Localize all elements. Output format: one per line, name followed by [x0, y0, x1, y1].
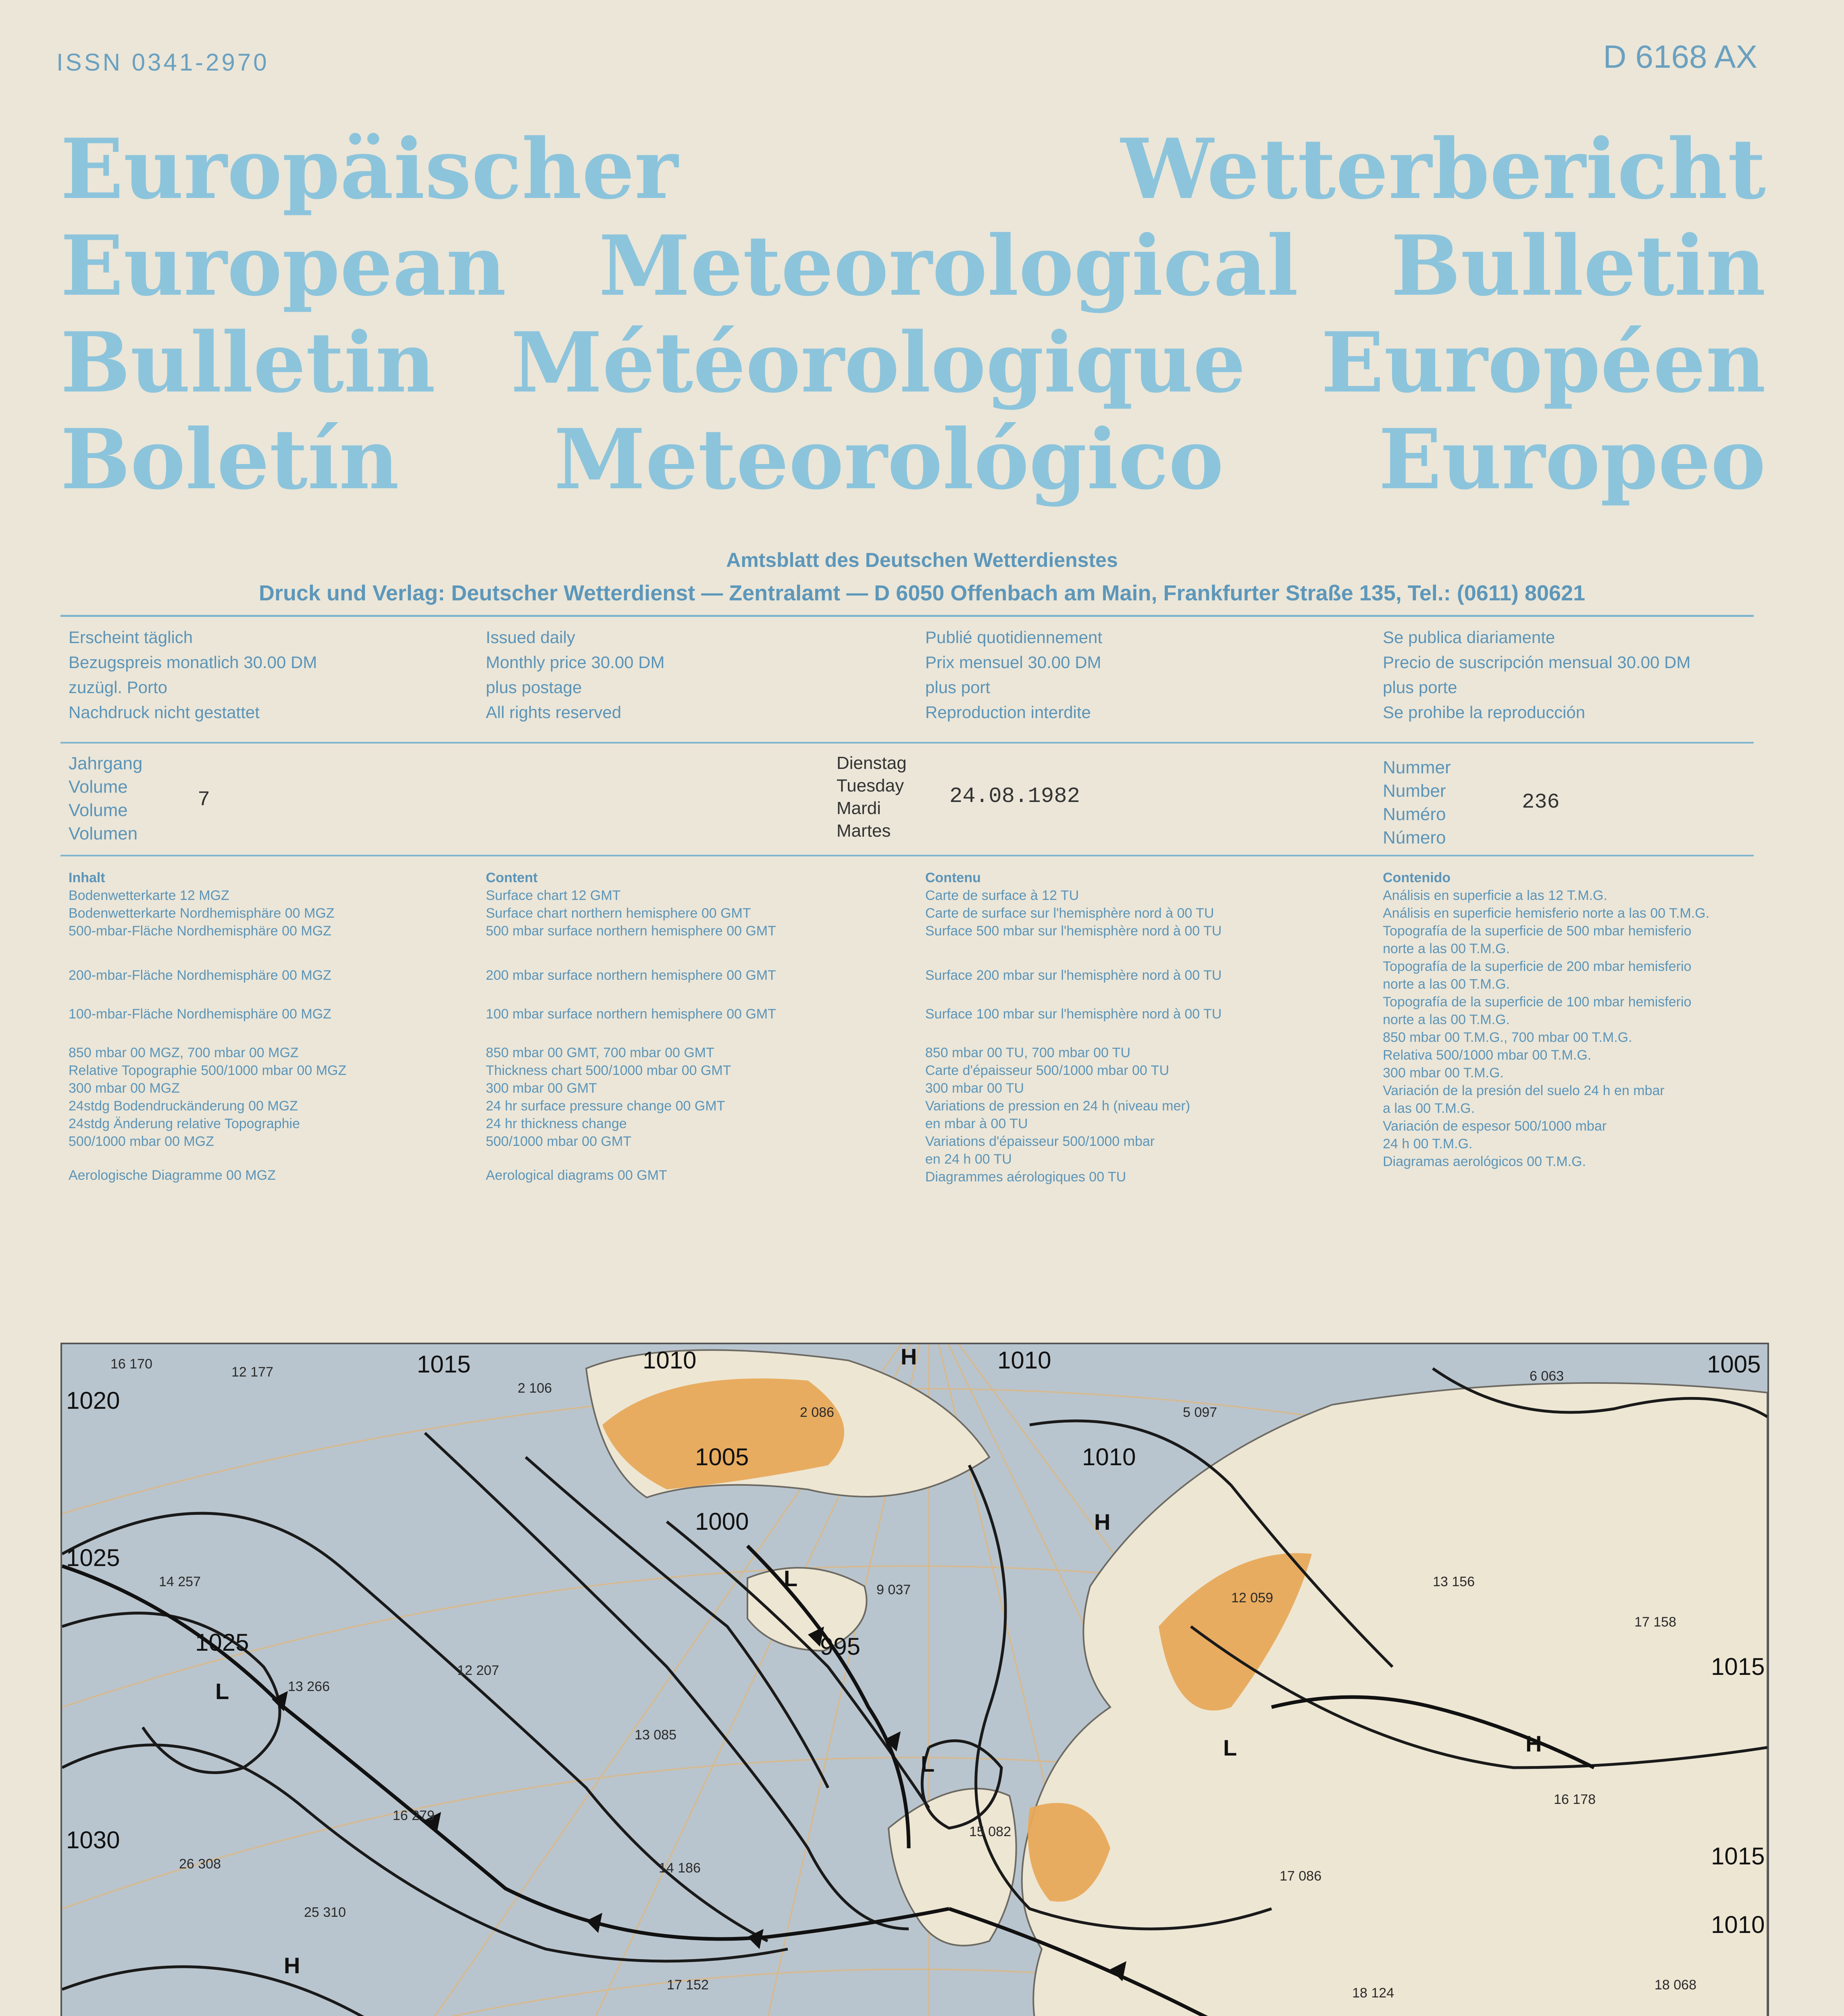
divider	[60, 742, 1754, 744]
svg-text:15 082: 15 082	[969, 1824, 1011, 1839]
number-labels: Nummer Number Numéro Número	[1383, 758, 1451, 848]
isobar-label: 1015	[1711, 1843, 1765, 1870]
publication-code: D 6168 AX	[1603, 39, 1757, 75]
isobar-label: 1010	[997, 1347, 1051, 1374]
isobar-label: 1015	[1711, 1653, 1765, 1680]
map-graphic	[62, 1344, 1767, 2016]
contents-de: Inhalt Bodenwetterkarte 12 MGZ Bodenwetterkarte Nordhemisphäre 00 MGZ 500-mbar-Fläche Nordhemisphäre 00 MGZ 200-mbar-Fläche Nordhemisphäre 00 MGZ 100-mbar-Fläche Nordhemisphäre 00 MGZ 850 mbar 00 MGZ, 700 mbar 00 MGZ Relative Topographie 500/1000 mbar 00 MGZ 300 mbar 00 MGZ 24stdg Bodendruckänderung 00 MGZ 24stdg Änderung relative Topographie 500/1000 mbar 00 MGZ Aerologische Diagramme 00 MGZ	[69, 870, 347, 1183]
svg-text:16 279: 16 279	[393, 1808, 435, 1823]
weekday-labels: Dienstag Tuesday Mardi Martes	[837, 753, 907, 841]
isobar-label: 1015	[417, 1351, 471, 1378]
isobar-label: 1010	[1082, 1443, 1136, 1470]
svg-text:14 186: 14 186	[659, 1860, 701, 1876]
isobar-label: 995	[820, 1633, 861, 1660]
isobar-label: 1000	[695, 1508, 749, 1535]
low-pressure-center: L	[1223, 1735, 1237, 1760]
title-word: Européen	[1321, 314, 1766, 411]
contents-en: Content Surface chart 12 GMT Surface chart northern hemisphere 00 GMT 500 mbar surface northern hemisphere 00 GMT 200 mbar surface northern hemisphere 00 GMT 100 mbar surface northern hemisphere 00 GMT 850 mbar 00 GMT, 700 mbar 00 GMT Thickness chart 500/1000 mbar 00 GMT 300 mbar 00 GMT 24 hr surface pressure change 00 GMT 24 hr thickness change 500/1000 mbar 00 GMT Aerological diagrams 00 GMT	[486, 870, 776, 1183]
title-word: Bulletin	[1390, 218, 1766, 314]
volume-value: 7	[198, 788, 210, 812]
svg-text:9 037: 9 037	[876, 1582, 911, 1597]
issue-info-es: Se publica diariamente Precio de suscripción mensual 30.00 DM plus porte Se prohibe la reproducción	[1383, 628, 1691, 722]
title-word: European	[60, 218, 506, 314]
svg-text:14 257: 14 257	[159, 1574, 201, 1589]
divider	[60, 615, 1754, 617]
issue-info-de: Erscheint täglich Bezugspreis monatlich 30.00 DM zuzügl. Porto Nachdruck nicht gestattet	[69, 628, 317, 722]
isobar-label: 1010	[643, 1347, 697, 1374]
issue-number: 236	[1522, 790, 1560, 814]
svg-text:2 106: 2 106	[518, 1381, 552, 1396]
issue-info-en: Issued daily Monthly price 30.00 DM plus postage All rights reserved	[486, 628, 665, 722]
isobar-label: 1030	[66, 1826, 120, 1854]
svg-text:17 152: 17 152	[667, 1977, 709, 1993]
divider	[60, 855, 1754, 856]
title-word: Bulletin	[60, 314, 436, 411]
volume-labels: Jahrgang Volume Volume Volumen	[69, 754, 143, 843]
contents-es: Contenido Análisis en superficie a las 12 T.M.G. Análisis en superficie hemisferio norte a las 00 T.M.G. Topografía de la superficie de 500 mbar hemisferio norte a las 00 T.M.G. Topografía de la superficie de 200 mbar hemisferio norte a las 00 T.M.G. Topografía de la superficie de 100 mbar hemisferio norte a las 00 T.M.G. 850 mbar 00 T.M.G., 700 mbar 00 T.M.G. Relativa 500/1000 mbar 00 T.M.G. 300 mbar 00 T.M.G. Variación de la presión del suelo 24 h en mbar a las 00 T.M.G. Variación de espesor 500/1000 mbar 24 h 00 T.M.G. Diagramas aerológicos 00 T.M.G.	[1383, 870, 1710, 1169]
issue-info-fr: Publié quotidiennement Prix mensuel 30.00 DM plus port Reproduction interdite	[925, 628, 1102, 722]
high-pressure-center: H	[901, 1344, 917, 1369]
title-word: Boletín	[60, 411, 399, 508]
title-word: Europeo	[1378, 411, 1766, 508]
title-spanish	[60, 411, 1766, 508]
title-french	[60, 314, 1766, 411]
isobar-label: 1005	[695, 1443, 749, 1470]
title-german	[60, 121, 1766, 218]
official-gazette-line: Amtsblatt des Deutschen Wetterdienstes	[726, 549, 1118, 571]
svg-text:13 085: 13 085	[635, 1727, 676, 1743]
title-word: Europäischer	[60, 121, 678, 218]
issue-date: 24.08.1982	[949, 784, 1080, 809]
svg-text:16 178: 16 178	[1554, 1792, 1596, 1807]
isobar-label: 1025	[195, 1629, 249, 1656]
svg-text:18 068: 18 068	[1655, 1977, 1696, 1993]
svg-text:12 059: 12 059	[1231, 1590, 1273, 1606]
isobar-label: 1025	[66, 1544, 120, 1571]
low-pressure-center: L	[784, 1566, 798, 1591]
isobar-label: 1020	[66, 1387, 120, 1414]
svg-text:16 170: 16 170	[110, 1356, 152, 1372]
contents-fr: Contenu Carte de surface à 12 TU Carte de surface sur l'hemisphère nord à 00 TU Surface 500 mbar sur l'hemisphère nord à 00 TU Surface 200 mbar sur l'hemisphère nord à 00 TU Surface 100 mbar sur l'hemisphère nord à 00 TU 850 mbar 00 TU, 700 mbar 00 TU Carte d'épaisseur 500/1000 mbar 00 TU 300 mbar 00 TU Variations de pression en 24 h (niveau mer) en mbar à 00 TU Variations d'épaisseur 500/1000 mbar en 24 h 00 TU Diagrammes aérologiques 00 TU	[925, 870, 1222, 1185]
svg-text:25 310: 25 310	[304, 1905, 346, 1920]
svg-text:5 097: 5 097	[1183, 1405, 1218, 1420]
svg-text:18 124: 18 124	[1352, 1985, 1394, 2001]
title-word: Meteorological	[599, 218, 1299, 314]
svg-text:2 086: 2 086	[800, 1405, 835, 1420]
isobar-label: 1010	[1711, 1911, 1765, 1938]
svg-text:12 207: 12 207	[457, 1663, 499, 1678]
svg-text:17 158: 17 158	[1634, 1614, 1676, 1630]
high-pressure-center: H	[1094, 1509, 1111, 1535]
title-word: Météorologique	[511, 314, 1246, 411]
title-word: Wetterbericht	[1121, 121, 1766, 218]
title-word: Meteorológico	[554, 411, 1224, 508]
high-pressure-center: H	[284, 1953, 300, 1978]
surface-weather-map	[60, 1343, 1769, 2016]
title-english	[60, 218, 1766, 314]
svg-text:13 266: 13 266	[288, 1679, 330, 1694]
svg-text:26 308: 26 308	[179, 1856, 221, 1872]
low-pressure-center: L	[921, 1751, 935, 1776]
low-pressure-center: L	[215, 1679, 229, 1704]
publisher-line: Druck und Verlag: Deutscher Wetterdienst — Zentralamt — D 6050 Offenbach am Main, Frankfurter Straße 135, Tel.: (0611) 80621	[258, 581, 1586, 605]
svg-text:12 177: 12 177	[231, 1364, 273, 1380]
issn: ISSN 0341-2970	[56, 49, 269, 76]
isobar-label: 1005	[1707, 1351, 1761, 1378]
svg-text:6 063: 6 063	[1530, 1368, 1564, 1384]
high-pressure-center: H	[1526, 1731, 1542, 1756]
svg-text:13 156: 13 156	[1433, 1574, 1475, 1589]
svg-text:17 086: 17 086	[1280, 1868, 1322, 1884]
